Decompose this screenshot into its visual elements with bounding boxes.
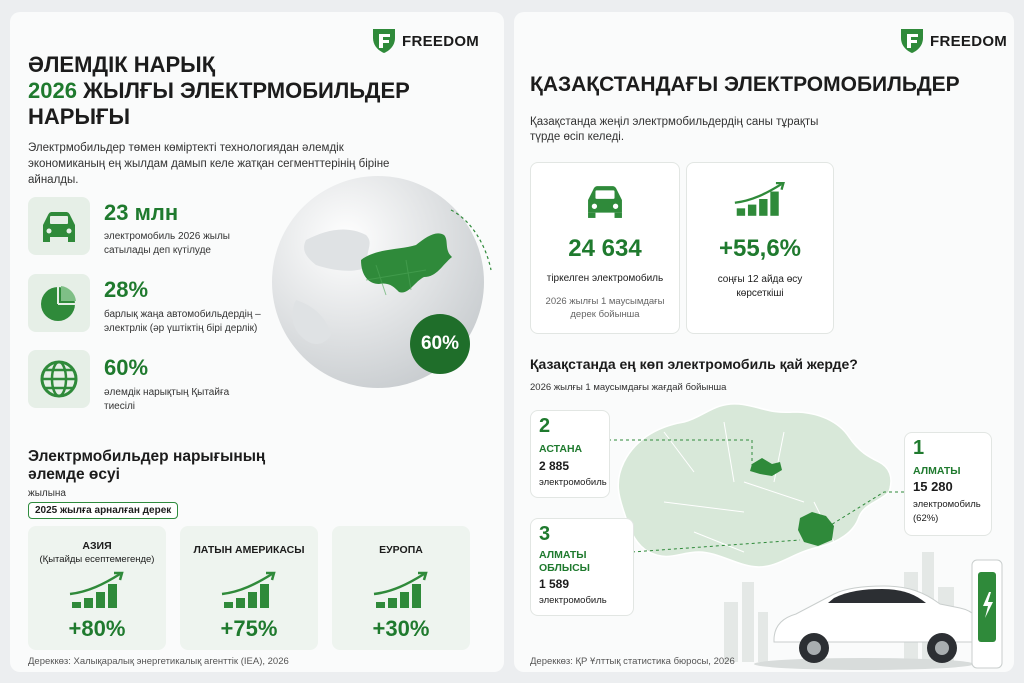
region-note-1: (Қытайды есептемегенде) <box>39 554 155 565</box>
stat-text-1: электромобиль 2026 жылы сатылады деп күтілуде <box>104 231 230 256</box>
left-intro: Электрмобильдер төмен көміртекті технологиядан әлемдік экономиканың ең жылдам дамып келе жатқан сегменттерінің біріне айналды. <box>28 142 390 186</box>
almaty-name: АЛМАТЫ <box>913 465 961 477</box>
stat-value-1: 23 млн <box>104 200 179 225</box>
almaty-region-unit: электромобиль <box>539 595 607 606</box>
almaty-unit: электромобиль <box>913 499 981 510</box>
trend-up-icon <box>733 177 789 221</box>
almaty-rank: 1 <box>913 437 925 459</box>
astana-rank: 2 <box>539 415 551 437</box>
right-panel <box>514 12 1014 672</box>
astana-card <box>530 410 610 498</box>
region-name-3: ЕУРОПА <box>379 544 423 556</box>
map-title: Қазақстанда ең көп электромобиль қай жерде? <box>530 356 858 372</box>
right-source: Дереккөз: ҚР Ұлттық статистика бюросы, 2026 <box>530 656 735 667</box>
left-title-line3: НАРЫҒЫ <box>28 104 130 129</box>
globe-icon <box>39 359 79 399</box>
region-value-1: +80% <box>68 616 126 641</box>
stat-icon-box-3 <box>28 350 90 408</box>
trend-up-icon <box>372 570 432 610</box>
growth-subtitle: жылына <box>28 488 66 499</box>
almaty-value: 15 280 <box>913 479 953 494</box>
right-title: ҚАЗАҚСТАНДАҒЫ ЭЛЕКТРОМОБИЛЬДЕР <box>530 73 960 96</box>
growth-label: соңғы 12 айда өсу көрсеткіші <box>717 274 803 299</box>
registered-label: тіркелген электромобиль <box>546 273 664 284</box>
stat-icon-box-1 <box>28 197 90 255</box>
almaty-card <box>904 432 992 536</box>
freedom-logo-icon <box>372 28 396 54</box>
growth-pill: 2025 жылға арналған дерек <box>28 502 178 519</box>
almaty-share: (62%) <box>913 513 939 524</box>
region-value-3: +30% <box>372 616 430 641</box>
growth-title: Электрмобильдер нарығының әлемде өсуі <box>28 448 266 483</box>
astana-unit: электромобиль <box>539 477 607 488</box>
stat-value-3: 60% <box>104 355 149 380</box>
car-illustration <box>704 532 1014 672</box>
left-panel <box>10 12 504 672</box>
almaty-region-name-l2: ОБЛЫСЫ <box>539 562 590 574</box>
stat-icon-box-2 <box>28 274 90 332</box>
left-title-line2 <box>28 78 410 104</box>
car-icon <box>581 183 629 219</box>
stat-text-3: әлемдік нарықтың Қытайға тиесілі <box>104 387 230 412</box>
region-card-1 <box>28 526 166 650</box>
title-line2-rest: ЖЫЛҒЫ ЭЛЕКТРМОБИЛЬДЕР <box>83 78 410 103</box>
globe-illustration <box>266 170 498 400</box>
growth-card <box>686 162 834 334</box>
trend-up-icon <box>68 570 128 610</box>
registered-value: 24 634 <box>568 235 642 262</box>
region-name-1: АЗИЯ <box>82 540 112 552</box>
map-subtitle: 2026 жылғы 1 маусымдағы жағдай бойынша <box>530 382 727 393</box>
region-card-3 <box>332 526 470 650</box>
title-year: 2026 <box>28 78 77 103</box>
region-card-2 <box>180 526 318 650</box>
region-value-2: +75% <box>220 616 278 641</box>
registered-card <box>530 162 680 334</box>
left-title-line1: ӘЛЕМДІК НАРЫҚ <box>28 52 216 77</box>
registered-note: 2026 жылғы 1 маусымдағы дерек бойынша <box>545 296 665 320</box>
almaty-region-name-l1: АЛМАТЫ <box>539 549 587 561</box>
almaty-region-rank: 3 <box>539 523 551 545</box>
brand-name: FREEDOM <box>930 32 1008 50</box>
brand-logo <box>372 28 479 54</box>
almaty-region-card <box>530 518 634 616</box>
stat-value-2: 28% <box>104 277 149 302</box>
growth-value: +55,6% <box>718 235 802 262</box>
astana-name: АСТАНА <box>539 443 583 455</box>
region-name-2: ЛАТЫН АМЕРИКАСЫ <box>193 544 305 556</box>
trend-up-icon <box>220 570 280 610</box>
freedom-logo-icon <box>900 28 924 54</box>
almaty-region-value: 1 589 <box>539 577 570 591</box>
left-source: Дереккөз: Халықаралық энергетикалық агенттік (IEA), 2026 <box>28 656 289 667</box>
right-intro: Қазақстанда жеңіл электрмобильдердің саны тұрақты түрде өсіп келеді. <box>530 116 819 143</box>
pie-chart-icon <box>39 283 79 323</box>
brand-name: FREEDOM <box>402 32 480 50</box>
globe-badge: 60% <box>410 314 470 374</box>
car-icon <box>37 209 81 243</box>
stat-text-2: барлық жаңа автомобильдердің – электрлік (әр үштіктің бірі дерлік) <box>104 309 261 334</box>
astana-value: 2 885 <box>539 459 570 473</box>
brand-logo <box>900 28 1007 54</box>
